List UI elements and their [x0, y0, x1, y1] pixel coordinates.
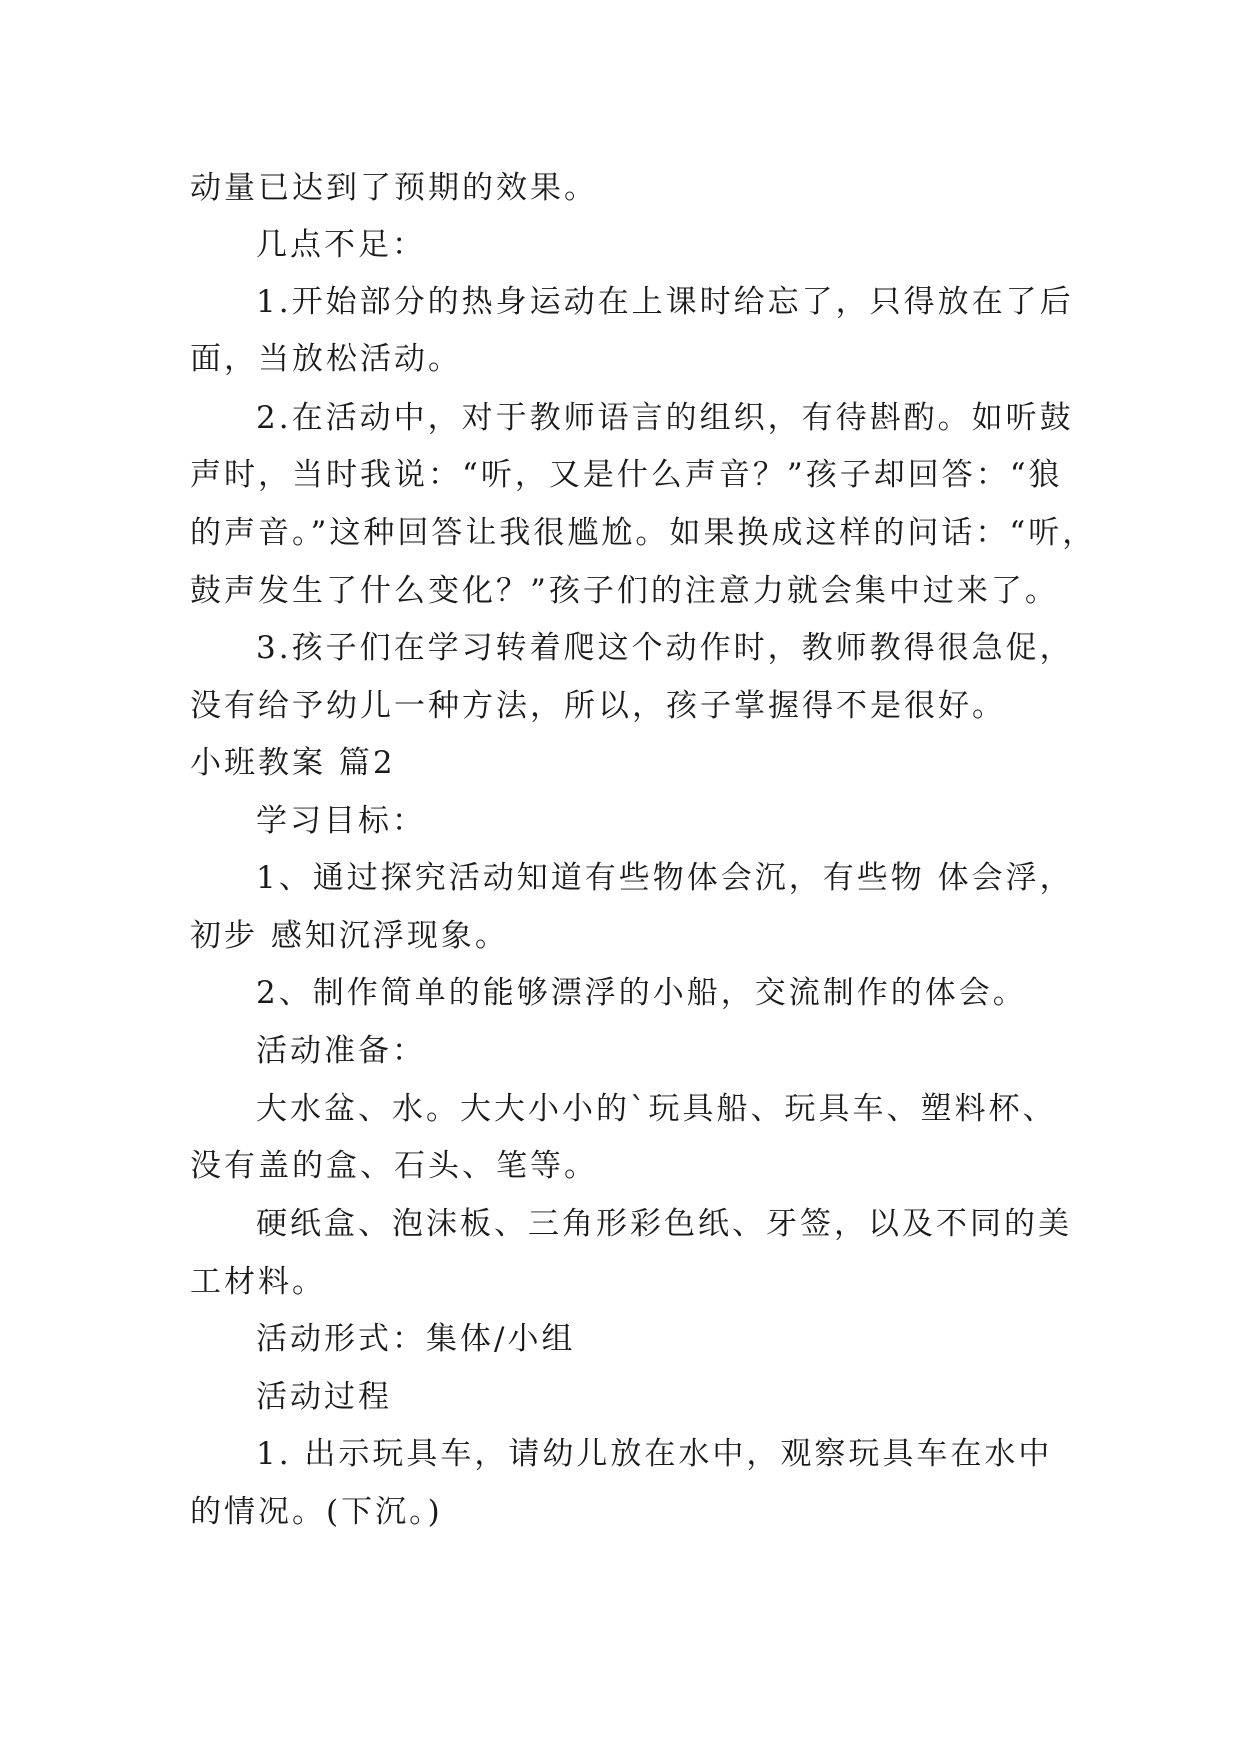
text-line: 面，当放松活动。: [190, 341, 462, 377]
text-line: 没有盖的盒、石头、笔等。: [190, 1148, 598, 1184]
text-line: 1.开始部分的热身运动在上课时给忘了，只得放在了后: [256, 284, 1074, 320]
text-line: 动量已达到了预期的效果。: [190, 170, 598, 206]
text-line: 学习目标：: [256, 803, 426, 839]
text-line: 初步 感知沉浮现象。: [190, 918, 509, 954]
text-line: 没有给予幼儿一种方法，所以，孩子掌握得不是很好。: [190, 688, 1006, 724]
text-line: 2、制作简单的能够漂浮的小船，交流制作的体会。: [256, 975, 1027, 1011]
section-heading: 小班教案 篇2: [190, 745, 396, 781]
text-line: 1、通过探究活动知道有些物体会沉，有些物 体会浮，: [256, 860, 1074, 896]
text-line: 的情况。(下沉。): [190, 1494, 443, 1530]
text-line: 1. 出示玩具车，请幼儿放在水中，观察玩具车在水中: [256, 1436, 1053, 1472]
text-line: 3.孩子们在学习转着爬这个动作时，教师教得很急促，: [256, 630, 1074, 666]
text-line: 工材料。: [190, 1264, 326, 1300]
text-line: 活动过程: [256, 1379, 392, 1415]
text-line: 鼓声发生了什么变化？”孩子们的注意力就会集中过来了。: [190, 573, 1059, 609]
text-line: 几点不足：: [256, 227, 426, 263]
text-line: 的声音。”这种回答让我很尴尬。如果换成这样的问话：“听，: [190, 515, 1097, 551]
text-line: 声时，当时我说：“听，又是什么声音？”孩子却回答：“狼: [190, 457, 1063, 493]
text-line: 大水盆、水。大大小小的`玩具船、玩具车、塑料杯、: [256, 1091, 1057, 1127]
text-line: 硬纸盒、泡沫板、三角形彩色纸、牙签，以及不同的美: [256, 1206, 1072, 1242]
text-line: 2.在活动中，对于教师语言的组织，有待斟酌。如听鼓: [256, 400, 1074, 436]
text-line: 活动准备：: [256, 1033, 426, 1069]
text-line: 活动形式：集体/小组: [256, 1321, 576, 1357]
